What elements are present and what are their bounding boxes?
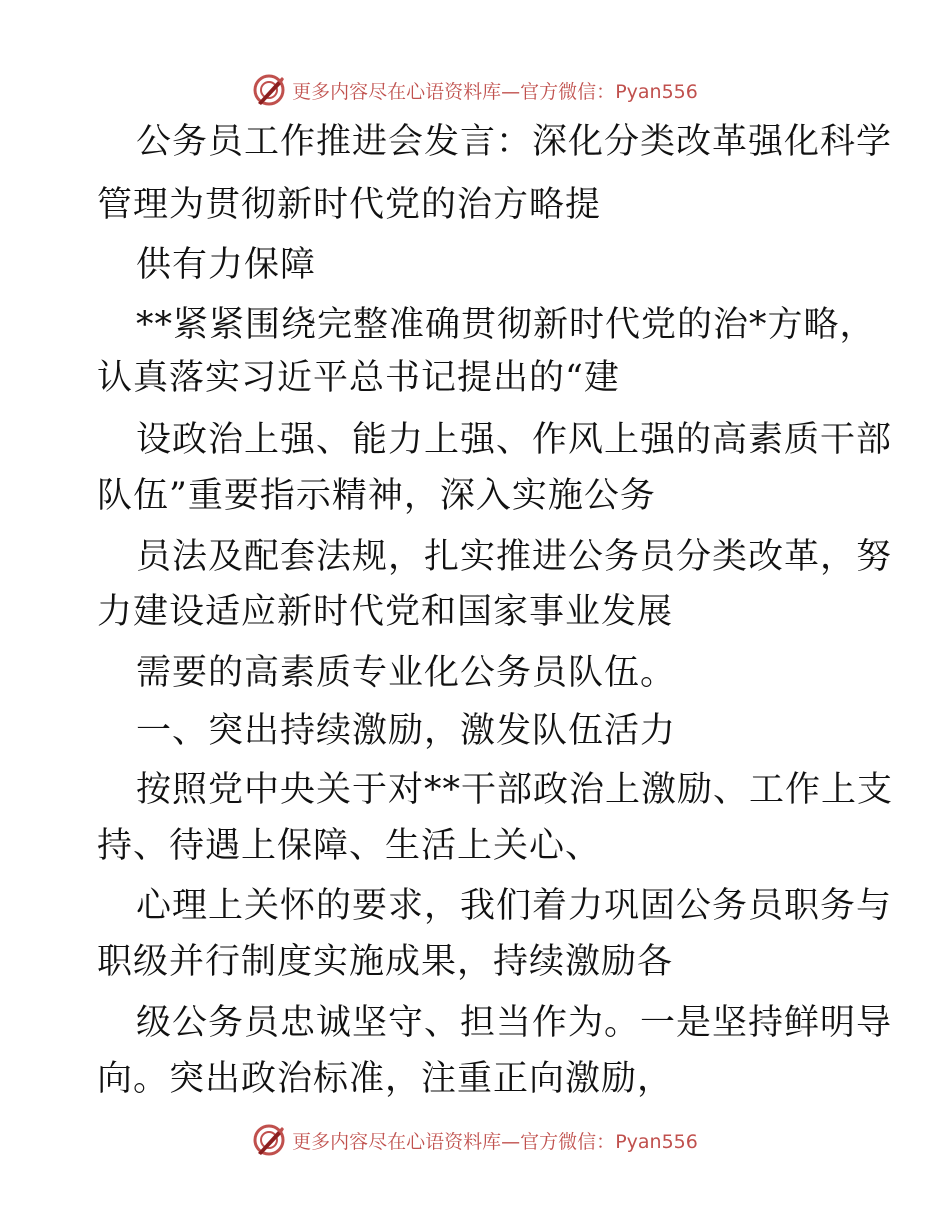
document-line: 职级并行制度实施成果，持续激励各 [97, 942, 674, 982]
document-line: 级公务员忠诚坚守、担当作为。一是坚持鲜明导 [136, 1003, 893, 1043]
document-line: 向。突出政治标准，注重正向激励， [97, 1059, 674, 1099]
document-line: 按照党中央关于对**干部政治上激励、工作上支 [136, 770, 894, 810]
banner-text: 更多内容尽在心语资料库—官方微信：Pyan556 [292, 1130, 698, 1153]
header-watermark-banner [0, 70, 950, 110]
banner-text: 更多内容尽在心语资料库—官方微信：Pyan556 [292, 80, 698, 103]
document-line: 供有力保障 [136, 245, 317, 285]
document-line: 力建设适应新时代党和国家事业发展 [97, 592, 674, 632]
document-line: 队伍”重要指示精神，深入实施公务 [97, 476, 656, 516]
document-line: 需要的高素质专业化公务员队伍。 [136, 653, 677, 693]
document-line: 设政治上强、能力上强、作风上强的高素质干部 [136, 420, 893, 460]
pen-logo-icon [252, 1123, 286, 1157]
document-line: 公务员工作推进会发言：深化分类改革强化科学 [136, 122, 893, 162]
document-line: **紧紧围绕完整准确贯彻新时代党的治*方略， [136, 305, 876, 345]
document-line: 持、待遇上保障、生活上关心、 [97, 826, 602, 866]
document-line: 心理上关怀的要求，我们着力巩固公务员职务与 [136, 886, 893, 926]
footer-watermark-banner [0, 1120, 950, 1160]
pen-logo-icon [252, 73, 286, 107]
document-line: 一、突出持续激励，激发队伍活力 [136, 711, 677, 751]
document-line: 管理为贯彻新时代党的治方略提 [97, 185, 602, 225]
document-line: 员法及配套法规，扎实推进公务员分类改革，努 [136, 537, 893, 577]
document-line: 认真落实习近平总书记提出的“建 [97, 358, 620, 398]
